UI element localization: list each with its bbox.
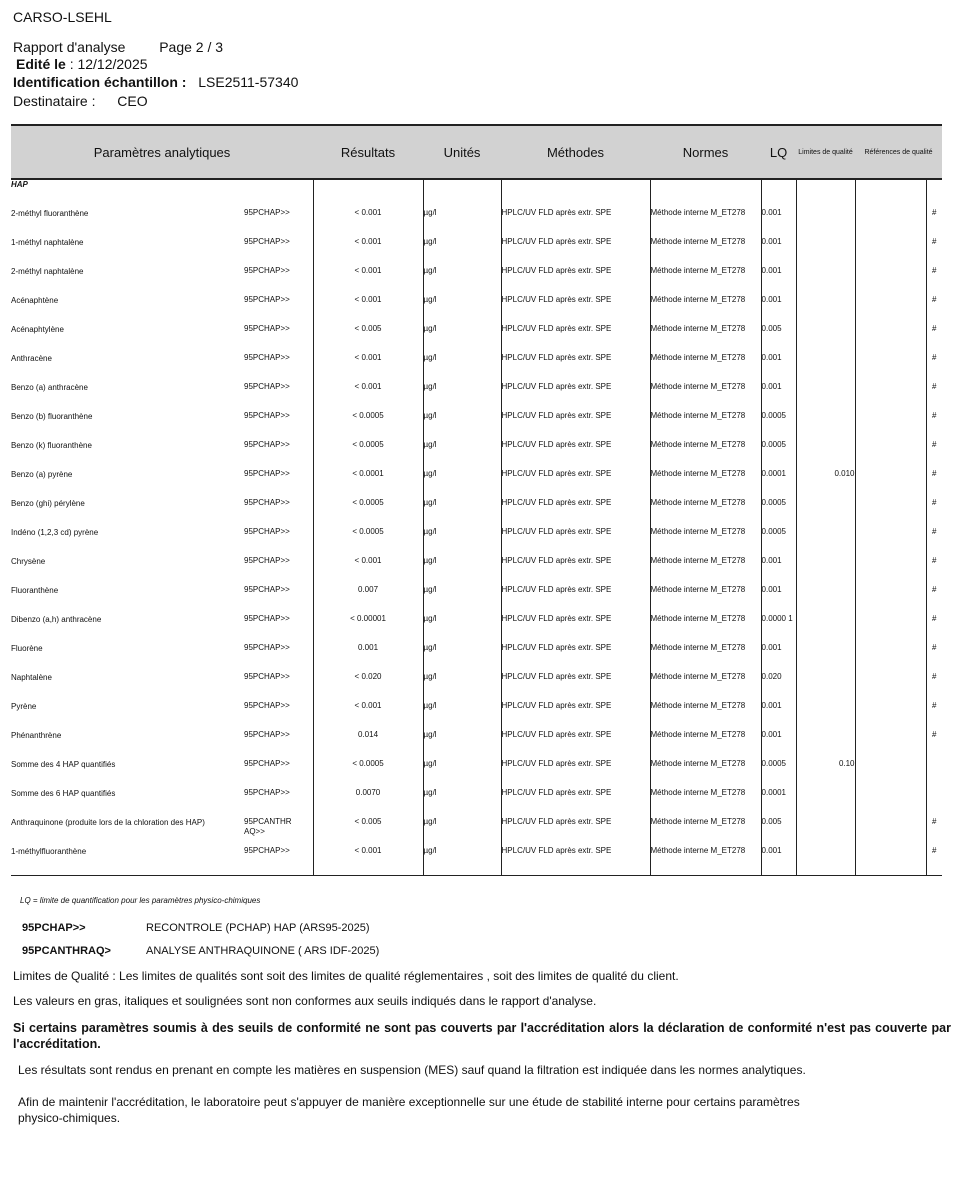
recipient-label: Destinataire : bbox=[13, 93, 96, 109]
accreditation-flag: # bbox=[926, 846, 942, 876]
param-name: Somme des 4 HAP quantifiés bbox=[11, 760, 116, 769]
param-code: 95PCHAP>> bbox=[244, 440, 290, 449]
code-legend-1 bbox=[22, 922, 370, 934]
quality-limit bbox=[796, 440, 855, 469]
quality-reference bbox=[855, 817, 926, 846]
quality-limit bbox=[796, 730, 855, 759]
table-row bbox=[11, 324, 942, 353]
result-value: 0.0070 bbox=[313, 788, 423, 817]
method-value: HPLC/UV FLD après extr. SPE bbox=[501, 208, 650, 237]
quality-reference bbox=[855, 353, 926, 382]
table-row bbox=[11, 701, 942, 730]
quality-limit bbox=[796, 556, 855, 585]
quality-limit bbox=[796, 585, 855, 614]
table-header-row bbox=[11, 125, 942, 179]
param-code: 95PCHAP>> bbox=[244, 614, 290, 623]
edited-label: Edité le bbox=[16, 56, 66, 72]
param-code: 95PCHAP>> bbox=[244, 672, 290, 681]
result-value: < 0.001 bbox=[313, 266, 423, 295]
limits-note: Limites de Qualité : Les limites de qualités sont soit des limites de qualité réglementaires , soit des limites de qualité du client. bbox=[13, 969, 679, 983]
param-code: 95PCANTHR AQ>> bbox=[244, 817, 292, 836]
unit-value: µg/l bbox=[423, 759, 501, 788]
section-title: HAP bbox=[11, 180, 28, 189]
lq-value: 0.0005 bbox=[761, 527, 796, 556]
param-name: Anthraquinone (produite lors de la chloration des HAP) bbox=[11, 818, 205, 827]
norm-value: Méthode interne M_ET278 bbox=[650, 788, 761, 817]
unit-value: µg/l bbox=[423, 324, 501, 353]
param-code: 95PCHAP>> bbox=[244, 295, 290, 304]
param-name: Indéno (1,2,3 cd) pyrène bbox=[11, 528, 99, 537]
table-row bbox=[11, 556, 942, 585]
norm-value: Méthode interne M_ET278 bbox=[650, 730, 761, 759]
norm-value: Méthode interne M_ET278 bbox=[650, 469, 761, 498]
unit-value: µg/l bbox=[423, 208, 501, 237]
param-name: Fluoranthène bbox=[11, 586, 59, 595]
param-code: 95PCHAP>> bbox=[244, 846, 313, 876]
result-value: < 0.001 bbox=[313, 208, 423, 237]
lab-name: CARSO-LSEHL bbox=[13, 9, 112, 25]
quality-limit bbox=[796, 353, 855, 382]
result-value: < 0.005 bbox=[313, 324, 423, 353]
accreditation-flag: # bbox=[926, 353, 942, 382]
method-value: HPLC/UV FLD après extr. SPE bbox=[501, 643, 650, 672]
norm-value: Méthode interne M_ET278 bbox=[650, 817, 761, 846]
table-row bbox=[11, 788, 942, 817]
norm-value: Méthode interne M_ET278 bbox=[650, 353, 761, 382]
method-value: HPLC/UV FLD après extr. SPE bbox=[501, 324, 650, 353]
quality-limit bbox=[796, 817, 855, 846]
param-name: Dibenzo (a,h) anthracène bbox=[11, 615, 102, 624]
lq-value: 0.0005 bbox=[761, 498, 796, 527]
method-value: HPLC/UV FLD après extr. SPE bbox=[501, 788, 650, 817]
lq-value: 0.001 bbox=[761, 266, 796, 295]
recipient-value: CEO bbox=[117, 93, 148, 109]
param-name: Naphtalène bbox=[11, 673, 52, 682]
param-name: Benzo (a) pyrène bbox=[11, 470, 73, 479]
param-name: Pyrène bbox=[11, 702, 37, 711]
table-row bbox=[11, 759, 942, 788]
method-value: HPLC/UV FLD après extr. SPE bbox=[501, 672, 650, 701]
col-header-lq: LQ bbox=[761, 125, 796, 179]
param-code: 95PCHAP>> bbox=[244, 353, 290, 362]
lq-value: 0.0005 bbox=[761, 411, 796, 440]
unit-value: µg/l bbox=[423, 237, 501, 266]
accreditation-flag: # bbox=[926, 382, 942, 411]
table-row bbox=[11, 411, 942, 440]
quality-limit bbox=[796, 237, 855, 266]
unit-value: µg/l bbox=[423, 643, 501, 672]
result-value: < 0.001 bbox=[313, 846, 423, 876]
accreditation-note: Si certains paramètres soumis à des seuils de conformité ne sont pas couverts par l'accréditation alors la déclaration de conformité n'est pas couverte par l'accréditation. bbox=[13, 1021, 951, 1051]
quality-limit bbox=[796, 846, 855, 876]
quality-reference bbox=[855, 411, 926, 440]
result-value: < 0.0005 bbox=[313, 498, 423, 527]
lq-value: 0.001 bbox=[761, 701, 796, 730]
stability-note: Afin de maintenir l'accréditation, le laboratoire peut s'appuyer de manière exceptionnelle sur une étude de stabilité interne pour certains paramètres physico-chimiques. bbox=[18, 1095, 800, 1125]
norm-value: Méthode interne M_ET278 bbox=[650, 208, 761, 237]
table-row bbox=[11, 382, 942, 411]
table-row bbox=[11, 614, 942, 643]
lq-value: 0.0000 1 bbox=[761, 614, 796, 643]
lq-value: 0.001 bbox=[761, 643, 796, 672]
unit-value: µg/l bbox=[423, 295, 501, 324]
method-value: HPLC/UV FLD après extr. SPE bbox=[501, 440, 650, 469]
method-value: HPLC/UV FLD après extr. SPE bbox=[501, 469, 650, 498]
lq-value: 0.0001 bbox=[761, 469, 796, 498]
code-desc: ANALYSE ANTHRAQUINONE ( ARS IDF-2025) bbox=[146, 945, 380, 957]
col-header-norm: Normes bbox=[650, 125, 761, 179]
param-code: 95PCHAP>> bbox=[244, 266, 290, 275]
table-row bbox=[11, 266, 942, 295]
accreditation-flag: # bbox=[926, 585, 942, 614]
param-code: 95PCHAP>> bbox=[244, 585, 290, 594]
method-value: HPLC/UV FLD après extr. SPE bbox=[501, 382, 650, 411]
quality-reference bbox=[855, 527, 926, 556]
result-value: < 0.005 bbox=[313, 817, 423, 846]
param-code: 95PCHAP>> bbox=[244, 498, 290, 507]
table-row bbox=[11, 353, 942, 382]
method-value: HPLC/UV FLD après extr. SPE bbox=[501, 556, 650, 585]
accreditation-flag: # bbox=[926, 701, 942, 730]
result-value: < 0.020 bbox=[313, 672, 423, 701]
values-note: Les valeurs en gras, italiques et soulignées sont non conformes aux seuils indiqués dans le rapport d'analyse. bbox=[13, 994, 597, 1008]
result-value: < 0.001 bbox=[313, 353, 423, 382]
norm-value: Méthode interne M_ET278 bbox=[650, 846, 761, 876]
accreditation-flag: # bbox=[926, 527, 942, 556]
edited-date: : 12/12/2025 bbox=[69, 56, 148, 72]
accreditation-flag: # bbox=[926, 208, 942, 237]
param-name: Benzo (ghi) pérylène bbox=[11, 499, 85, 508]
quality-reference bbox=[855, 614, 926, 643]
quality-limit bbox=[796, 208, 855, 237]
recipient-line bbox=[13, 92, 148, 110]
accreditation-flag: # bbox=[926, 324, 942, 353]
param-name: 2-méthyl naphtalène bbox=[11, 267, 84, 276]
result-value: < 0.0005 bbox=[313, 527, 423, 556]
table-row bbox=[11, 498, 942, 527]
quality-limit: 0.10 bbox=[796, 759, 855, 788]
unit-value: µg/l bbox=[423, 585, 501, 614]
unit-value: µg/l bbox=[423, 556, 501, 585]
result-value: 0.001 bbox=[313, 643, 423, 672]
method-value: HPLC/UV FLD après extr. SPE bbox=[501, 411, 650, 440]
accreditation-flag: # bbox=[926, 295, 942, 324]
norm-value: Méthode interne M_ET278 bbox=[650, 498, 761, 527]
unit-value: µg/l bbox=[423, 788, 501, 817]
code-legend-2 bbox=[22, 945, 379, 957]
quality-limit bbox=[796, 295, 855, 324]
quality-reference bbox=[855, 208, 926, 237]
lq-value: 0.001 bbox=[761, 585, 796, 614]
accreditation-flag: # bbox=[926, 730, 942, 759]
result-value: < 0.001 bbox=[313, 556, 423, 585]
method-value: HPLC/UV FLD après extr. SPE bbox=[501, 266, 650, 295]
mes-note: Les résultats sont rendus en prenant en compte les matières en suspension (MES) sauf quand la filtration est indiquée dans les normes analytiques. bbox=[18, 1063, 806, 1077]
sample-label: Identification échantillon : bbox=[13, 74, 187, 90]
param-name: Anthracène bbox=[11, 354, 52, 363]
param-name: 1-méthyl naphtalène bbox=[11, 238, 84, 247]
quality-limit: 0.010 bbox=[796, 469, 855, 498]
table-row bbox=[11, 730, 942, 759]
quality-limit bbox=[796, 643, 855, 672]
accreditation-flag: # bbox=[926, 817, 942, 846]
report-label: Rapport d'analyse bbox=[13, 39, 126, 55]
unit-value: µg/l bbox=[423, 469, 501, 498]
param-code: 95PCHAP>> bbox=[244, 643, 290, 652]
quality-reference bbox=[855, 266, 926, 295]
table-row bbox=[11, 817, 942, 846]
quality-reference bbox=[855, 585, 926, 614]
accreditation-flag: # bbox=[926, 266, 942, 295]
lq-value: 0.001 bbox=[761, 730, 796, 759]
lq-value: 0.020 bbox=[761, 672, 796, 701]
quality-limit bbox=[796, 614, 855, 643]
unit-value: µg/l bbox=[423, 672, 501, 701]
lq-value: 0.001 bbox=[761, 208, 796, 237]
param-code: 95PCHAP>> bbox=[244, 759, 290, 768]
col-header-method: Méthodes bbox=[501, 125, 650, 179]
norm-value: Méthode interne M_ET278 bbox=[650, 411, 761, 440]
quality-reference bbox=[855, 498, 926, 527]
result-value: < 0.0001 bbox=[313, 469, 423, 498]
result-value: < 0.001 bbox=[313, 237, 423, 266]
result-value: 0.007 bbox=[313, 585, 423, 614]
quality-reference bbox=[855, 469, 926, 498]
norm-value: Méthode interne M_ET278 bbox=[650, 382, 761, 411]
method-value: HPLC/UV FLD après extr. SPE bbox=[501, 353, 650, 382]
result-value: < 0.00001 bbox=[313, 614, 423, 643]
norm-value: Méthode interne M_ET278 bbox=[650, 643, 761, 672]
unit-value: µg/l bbox=[423, 846, 501, 876]
lq-value: 0.001 bbox=[761, 353, 796, 382]
param-code: 95PCHAP>> bbox=[244, 411, 290, 420]
norm-value: Méthode interne M_ET278 bbox=[650, 614, 761, 643]
result-value: < 0.001 bbox=[313, 701, 423, 730]
norm-value: Méthode interne M_ET278 bbox=[650, 701, 761, 730]
param-name: Benzo (k) fluoranthène bbox=[11, 441, 92, 450]
table-row bbox=[11, 585, 942, 614]
quality-reference bbox=[855, 295, 926, 324]
param-name: Acénaphtène bbox=[11, 296, 59, 305]
unit-value: µg/l bbox=[423, 440, 501, 469]
result-value: < 0.0005 bbox=[313, 411, 423, 440]
lq-value: 0.001 bbox=[761, 382, 796, 411]
section-row bbox=[11, 179, 942, 208]
param-code: 95PCHAP>> bbox=[244, 469, 290, 478]
quality-limit bbox=[796, 411, 855, 440]
param-code: 95PCHAP>> bbox=[244, 527, 290, 536]
quality-reference bbox=[855, 556, 926, 585]
quality-reference bbox=[855, 643, 926, 672]
method-value: HPLC/UV FLD après extr. SPE bbox=[501, 701, 650, 730]
table-row bbox=[11, 237, 942, 266]
quality-reference bbox=[855, 788, 926, 817]
norm-value: Méthode interne M_ET278 bbox=[650, 295, 761, 324]
param-code: 95PCHAP>> bbox=[244, 556, 290, 565]
table-row bbox=[11, 846, 942, 876]
accreditation-flag: # bbox=[926, 643, 942, 672]
param-name: Benzo (a) anthracène bbox=[11, 383, 88, 392]
result-value: < 0.0005 bbox=[313, 440, 423, 469]
param-name: Fluorène bbox=[11, 644, 43, 653]
unit-value: µg/l bbox=[423, 382, 501, 411]
method-value: HPLC/UV FLD après extr. SPE bbox=[501, 846, 650, 876]
param-name: 1-méthylfluoranthène bbox=[11, 846, 244, 876]
param-name: Benzo (b) fluoranthène bbox=[11, 412, 93, 421]
page-indicator: Page 2 / 3 bbox=[159, 39, 224, 55]
accreditation-flag: # bbox=[926, 237, 942, 266]
quality-limit bbox=[796, 672, 855, 701]
param-name: Phénanthrène bbox=[11, 731, 62, 740]
param-code: 95PCHAP>> bbox=[244, 788, 290, 797]
accreditation-flag: # bbox=[926, 556, 942, 585]
norm-value: Méthode interne M_ET278 bbox=[650, 556, 761, 585]
table-row bbox=[11, 469, 942, 498]
quality-reference bbox=[855, 759, 926, 788]
unit-value: µg/l bbox=[423, 701, 501, 730]
method-value: HPLC/UV FLD après extr. SPE bbox=[501, 817, 650, 846]
col-header-limits: Limites de qualité bbox=[796, 125, 855, 179]
table-body bbox=[11, 179, 942, 876]
quality-reference bbox=[855, 324, 926, 353]
unit-value: µg/l bbox=[423, 730, 501, 759]
unit-value: µg/l bbox=[423, 353, 501, 382]
table-row bbox=[11, 208, 942, 237]
norm-value: Méthode interne M_ET278 bbox=[650, 266, 761, 295]
norm-value: Méthode interne M_ET278 bbox=[650, 324, 761, 353]
unit-value: µg/l bbox=[423, 266, 501, 295]
lq-value: 0.001 bbox=[761, 237, 796, 266]
param-name: Acénaphtylène bbox=[11, 325, 64, 334]
method-value: HPLC/UV FLD après extr. SPE bbox=[501, 614, 650, 643]
quality-limit bbox=[796, 382, 855, 411]
param-code: 95PCHAP>> bbox=[244, 324, 290, 333]
quality-limit bbox=[796, 498, 855, 527]
method-value: HPLC/UV FLD après extr. SPE bbox=[501, 498, 650, 527]
norm-value: Méthode interne M_ET278 bbox=[650, 585, 761, 614]
quality-reference bbox=[855, 440, 926, 469]
edited-line bbox=[16, 55, 148, 73]
code-key: 95PCHAP>> bbox=[22, 922, 86, 934]
quality-limit bbox=[796, 527, 855, 556]
method-value: HPLC/UV FLD après extr. SPE bbox=[501, 730, 650, 759]
sample-line bbox=[13, 73, 298, 91]
accreditation-flag: # bbox=[926, 672, 942, 701]
unit-value: µg/l bbox=[423, 614, 501, 643]
result-value: < 0.001 bbox=[313, 295, 423, 324]
code-desc: RECONTROLE (PCHAP) HAP (ARS95-2025) bbox=[146, 922, 370, 934]
quality-limit bbox=[796, 701, 855, 730]
quality-reference bbox=[855, 701, 926, 730]
quality-limit bbox=[796, 266, 855, 295]
unit-value: µg/l bbox=[423, 411, 501, 440]
lq-note: LQ = limite de quantification pour les paramètres physico-chimiques bbox=[20, 896, 261, 905]
accreditation-flag bbox=[926, 759, 942, 788]
accreditation-flag: # bbox=[926, 440, 942, 469]
lq-value: 0.005 bbox=[761, 324, 796, 353]
norm-value: Méthode interne M_ET278 bbox=[650, 237, 761, 266]
quality-reference bbox=[855, 237, 926, 266]
table-row bbox=[11, 672, 942, 701]
method-value: HPLC/UV FLD après extr. SPE bbox=[501, 527, 650, 556]
lq-value: 0.001 bbox=[761, 556, 796, 585]
lq-value: 0.0001 bbox=[761, 788, 796, 817]
results-table bbox=[11, 124, 942, 876]
col-header-refs: Références de qualité bbox=[855, 125, 942, 179]
norm-value: Méthode interne M_ET278 bbox=[650, 759, 761, 788]
unit-value: µg/l bbox=[423, 498, 501, 527]
table-row bbox=[11, 440, 942, 469]
accreditation-flag bbox=[926, 788, 942, 817]
lq-value: 0.0005 bbox=[761, 440, 796, 469]
lq-value: 0.001 bbox=[761, 295, 796, 324]
col-header-param: Paramètres analytiques bbox=[11, 125, 313, 179]
method-value: HPLC/UV FLD après extr. SPE bbox=[501, 585, 650, 614]
norm-value: Méthode interne M_ET278 bbox=[650, 527, 761, 556]
param-code: 95PCHAP>> bbox=[244, 237, 290, 246]
param-code: 95PCHAP>> bbox=[244, 208, 290, 217]
lq-value: 0.0005 bbox=[761, 759, 796, 788]
method-value: HPLC/UV FLD après extr. SPE bbox=[501, 295, 650, 324]
accreditation-flag: # bbox=[926, 411, 942, 440]
lq-value: 0.001 bbox=[761, 846, 796, 876]
accreditation-flag: # bbox=[926, 614, 942, 643]
unit-value: µg/l bbox=[423, 817, 501, 846]
col-header-unit: Unités bbox=[423, 125, 501, 179]
method-value: HPLC/UV FLD après extr. SPE bbox=[501, 237, 650, 266]
code-key: 95PCANTHRAQ> bbox=[22, 945, 111, 957]
accreditation-flag: # bbox=[926, 498, 942, 527]
quality-reference bbox=[855, 846, 926, 876]
param-name: Chrysène bbox=[11, 557, 46, 566]
param-name: 2-méthyl fluoranthène bbox=[11, 209, 89, 218]
result-value: 0.014 bbox=[313, 730, 423, 759]
accreditation-flag: # bbox=[926, 469, 942, 498]
quality-reference bbox=[855, 730, 926, 759]
result-value: < 0.0005 bbox=[313, 759, 423, 788]
sample-id: LSE2511-57340 bbox=[198, 74, 299, 90]
lq-value: 0.005 bbox=[761, 817, 796, 846]
param-code: 95PCHAP>> bbox=[244, 701, 290, 710]
table-row bbox=[11, 527, 942, 556]
norm-value: Méthode interne M_ET278 bbox=[650, 672, 761, 701]
table-row bbox=[11, 295, 942, 324]
quality-limit bbox=[796, 324, 855, 353]
unit-value: µg/l bbox=[423, 527, 501, 556]
table-row bbox=[11, 643, 942, 672]
quality-reference bbox=[855, 382, 926, 411]
norm-value: Méthode interne M_ET278 bbox=[650, 440, 761, 469]
col-header-result: Résultats bbox=[313, 125, 423, 179]
result-value: < 0.001 bbox=[313, 382, 423, 411]
method-value: HPLC/UV FLD après extr. SPE bbox=[501, 759, 650, 788]
quality-reference bbox=[855, 672, 926, 701]
quality-limit bbox=[796, 788, 855, 817]
param-code: 95PCHAP>> bbox=[244, 730, 290, 739]
param-code: 95PCHAP>> bbox=[244, 382, 290, 391]
param-name: Somme des 6 HAP quantifiés bbox=[11, 789, 116, 798]
report-title-line bbox=[13, 38, 223, 56]
